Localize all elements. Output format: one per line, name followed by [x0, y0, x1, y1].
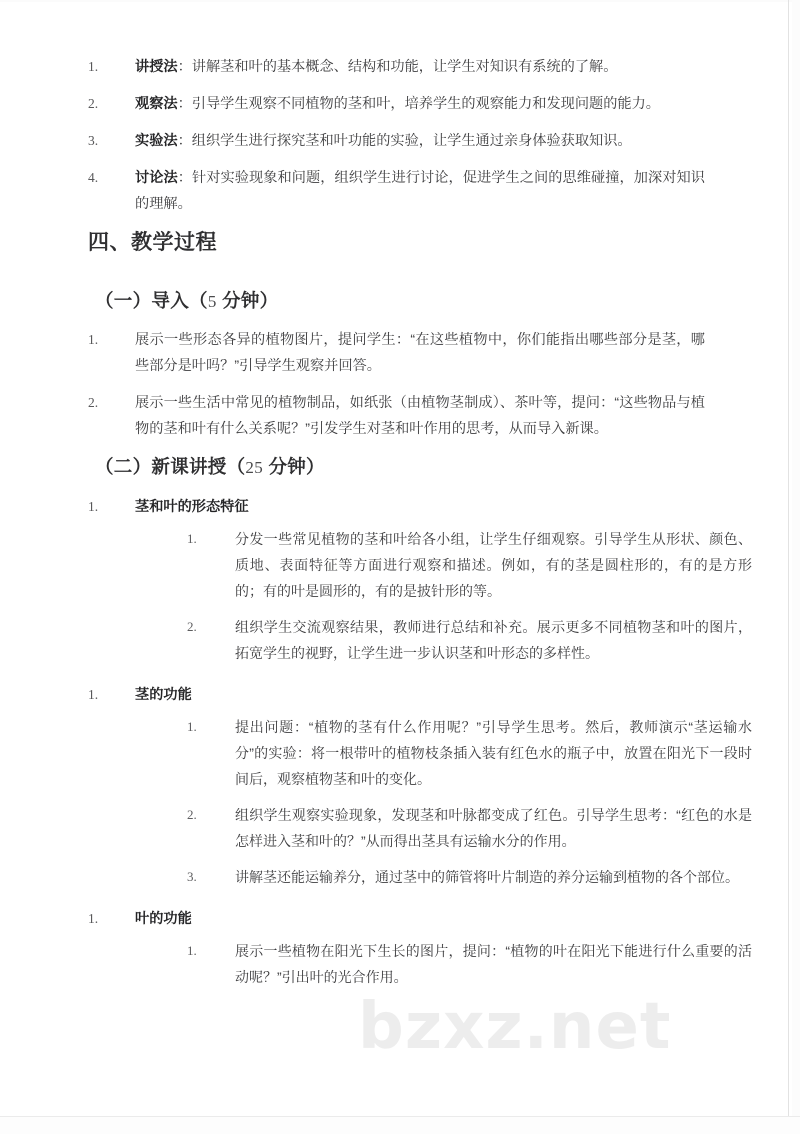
intro-item-text: 展示一些形态各异的植物图片，提问学生：“在这些植物中，你们能指出哪些部分是茎，哪些部分是叶吗？”引导学生观察并回答。 — [135, 332, 705, 374]
intro-heading-prefix: （一）导入（ — [95, 290, 208, 311]
subitem-text: 组织学生观察实验现象，发现茎和叶脉都变成了红色。引导学生思考：“红色的水是怎样进入茎和叶的？”从而得出茎具有运输水分的作用。 — [235, 807, 752, 849]
list-item-number: 1. — [88, 332, 99, 347]
list-item-body — [135, 682, 752, 890]
list-item-number: 4. — [88, 170, 99, 185]
introduction-list — [88, 327, 705, 442]
intro-item-text: 展示一些生活中常见的植物制品，如纸张（由植物茎制成）、茶叶等，提问：“这些物品与植物的茎和叶有什么关系呢？”引发学生对茎和叶作用的思考，从而导入新课。 — [135, 395, 705, 437]
list-item-number: 3. — [88, 133, 99, 148]
lesson-group — [88, 494, 752, 666]
subitem-text: 组织学生交流观察结果，教师进行总结和补充。展示更多不同植物茎和叶的图片，拓宽学生的视野，让学生进一步认识茎和叶形态的多样性。 — [235, 619, 752, 661]
method-description: ：组织学生进行探究茎和叶功能的实验，让学生通过亲身体验获取知识。 — [177, 133, 632, 149]
list-item-number: 1. — [88, 911, 99, 926]
list-item — [187, 802, 752, 854]
list-item-body — [235, 938, 752, 990]
list-item — [187, 526, 752, 604]
subsection-heading-new-lesson — [95, 454, 695, 481]
lesson-group — [88, 906, 752, 990]
lesson-subitem-list — [187, 526, 752, 666]
method-description: ：讲解茎和叶的基本概念、结构和功能，让学生对知识有系统的了解。 — [177, 59, 618, 75]
list-item-body — [135, 165, 705, 217]
list-item-body — [135, 327, 705, 379]
method-description: ：针对实验现象和问题，组织学生进行讨论，促进学生之间的思维碰撞，加深对知识的理解。 — [135, 170, 705, 212]
group-title: 叶的功能 — [135, 911, 192, 927]
list-item-number: 2. — [88, 96, 99, 111]
list-item-body — [235, 864, 752, 890]
list-item — [88, 390, 705, 442]
subsection-heading-introduction — [95, 288, 695, 315]
list-item-number: 1. — [187, 943, 197, 958]
list-item-number: 1. — [187, 531, 197, 546]
list-item — [187, 938, 752, 990]
list-item-number: 1. — [88, 687, 99, 702]
section-heading-teaching-process: 四、教学过程 — [88, 231, 217, 254]
list-item-body — [135, 494, 752, 666]
list-item-body — [235, 802, 752, 854]
list-item — [187, 864, 752, 890]
list-item-number: 3. — [187, 869, 197, 884]
list-item-number: 1. — [187, 719, 197, 734]
list-item-body — [135, 128, 705, 154]
list-item — [88, 54, 705, 80]
list-item-body — [135, 390, 705, 442]
list-item-body — [135, 906, 752, 990]
list-item-number: 2. — [187, 619, 197, 634]
list-item-number: 2. — [187, 807, 197, 822]
list-item — [187, 614, 752, 666]
newlesson-heading-suffix: 分钟） — [263, 456, 325, 477]
subitem-text: 分发一些常见植物的茎和叶给各小组，让学生仔细观察。引导学生从形状、颜色、质地、表面特征等方面进行观察和描述。例如，有的茎是圆柱形的，有的是方形的；有的叶是圆形的，有的是披针形的等。 — [235, 531, 752, 599]
lesson-group — [88, 682, 752, 890]
lesson-subitem-list — [187, 938, 752, 990]
newlesson-heading-prefix: （二）新课讲授（ — [95, 456, 246, 477]
list-item — [187, 714, 752, 792]
method-name: 观察法 — [135, 96, 178, 112]
method-name: 实验法 — [135, 133, 178, 149]
list-item-body — [235, 526, 752, 604]
list-item-number: 2. — [88, 395, 99, 410]
list-item-body — [135, 54, 705, 80]
method-description: ：引导学生观察不同植物的茎和叶，培养学生的观察能力和发现问题的能力。 — [177, 96, 660, 112]
list-item-body — [235, 714, 752, 792]
list-item-number: 1. — [88, 59, 99, 74]
subitem-text: 讲解茎还能运输养分，通过茎中的筛管将叶片制造的养分运输到植物的各个部位。 — [235, 869, 739, 885]
group-title: 茎的功能 — [135, 687, 192, 703]
list-item — [88, 128, 705, 154]
list-item — [88, 327, 705, 379]
list-item-body — [235, 614, 752, 666]
page-edge-right-shadow — [792, 0, 800, 1134]
method-name: 讲授法 — [135, 59, 178, 75]
list-item-number: 1. — [88, 499, 99, 514]
teaching-methods-list — [88, 54, 705, 217]
subitem-text: 提出问题：“植物的茎有什么作用呢？”引导学生思考。然后，教师演示“茎运输水分”的实验：将一根带叶的植物枝条插入装有红色水的瓶子中，放置在阳光下一段时间后，观察植物茎和叶的变化。 — [235, 719, 752, 787]
intro-heading-minutes: 5 — [207, 292, 217, 311]
newlesson-heading-minutes: 25 — [245, 458, 264, 477]
list-item — [88, 165, 705, 217]
new-lesson-groups — [88, 494, 752, 1006]
subitem-text: 展示一些植物在阳光下生长的图片，提问：“植物的叶在阳光下能进行什么重要的活动呢？”引出叶的光合作用。 — [235, 943, 752, 985]
intro-heading-suffix: 分钟） — [216, 290, 279, 311]
list-item — [88, 91, 705, 117]
group-title: 茎和叶的形态特征 — [135, 499, 249, 515]
list-item-body — [135, 91, 705, 117]
method-name: 讨论法 — [135, 170, 178, 186]
lesson-subitem-list — [187, 714, 752, 890]
site-watermark: bzxz.net — [358, 990, 672, 1064]
